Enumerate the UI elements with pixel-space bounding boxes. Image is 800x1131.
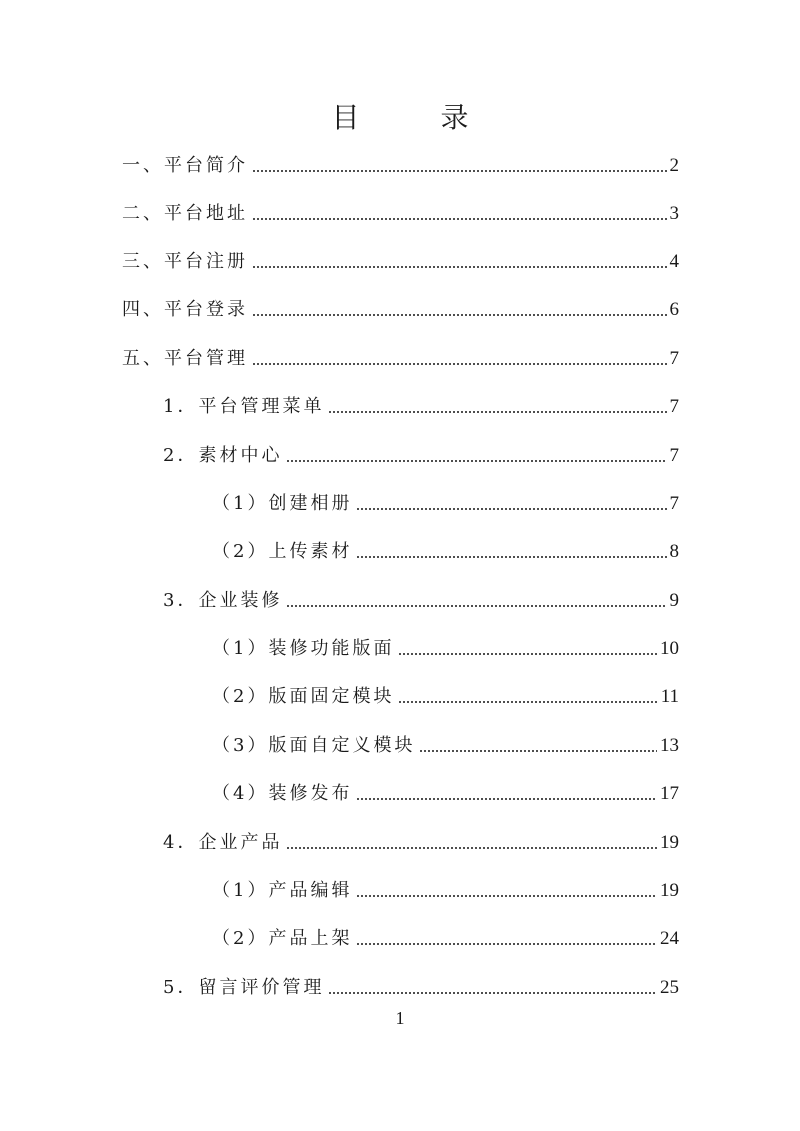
toc-entry-page: 19 [660, 832, 679, 853]
dot-leader [356, 556, 666, 558]
toc-entry[interactable] [122, 246, 679, 278]
toc-entry-label: （2）版面固定模块 [212, 686, 395, 707]
dot-leader [252, 266, 667, 268]
toc-entry[interactable] [212, 488, 679, 520]
toc-entry[interactable] [212, 681, 679, 713]
toc-entry[interactable] [122, 294, 679, 326]
toc-entry[interactable] [163, 972, 679, 1004]
toc-entry-page: 7 [669, 493, 679, 514]
toc-entry-page: 7 [669, 348, 679, 369]
dot-leader [419, 750, 657, 752]
toc-entry-label: 3．企业装修 [163, 590, 283, 611]
toc-entry[interactable] [163, 585, 679, 617]
toc-entry[interactable] [212, 633, 679, 665]
toc-entry-page: 11 [660, 686, 679, 707]
dot-leader [398, 653, 657, 655]
toc-entry-label: 三、平台注册 [122, 251, 248, 272]
toc-entry-label: 五、平台管理 [122, 348, 248, 369]
toc-entry-label: 2．素材中心 [163, 445, 283, 466]
toc-entry[interactable] [122, 150, 679, 182]
toc-entry[interactable] [122, 343, 679, 375]
toc-entry-page: 9 [669, 590, 679, 611]
toc-entry-page: 4 [669, 251, 679, 272]
toc-entry-label: （4）装修发布 [212, 783, 353, 804]
dot-leader [252, 170, 667, 172]
toc-entry-page: 17 [660, 783, 679, 804]
dot-leader [252, 363, 667, 365]
toc-entry-page: 25 [660, 977, 679, 998]
toc-entry-label: 二、平台地址 [122, 203, 248, 224]
dot-leader [328, 411, 666, 413]
toc-entry-label: 1．平台管理菜单 [163, 396, 325, 417]
toc-entry-label: 四、平台登录 [122, 299, 248, 320]
dot-leader [286, 847, 657, 849]
toc-entry[interactable] [212, 536, 679, 568]
toc-entry[interactable] [163, 391, 679, 423]
toc-entry-label: （3）版面自定义模块 [212, 735, 416, 756]
page-title: 目 录 [331, 101, 505, 134]
dot-leader [328, 992, 657, 994]
toc-entry-page: 7 [669, 396, 679, 417]
toc-entry-page: 10 [660, 638, 679, 659]
toc-entry[interactable] [163, 440, 679, 472]
dot-leader [252, 218, 667, 220]
toc-entry-label: （1）产品编辑 [212, 880, 353, 901]
dot-leader [356, 895, 657, 897]
toc-entry-page: 3 [669, 203, 679, 224]
toc-entry-label: （2）上传素材 [212, 541, 353, 562]
dot-leader [286, 605, 666, 607]
toc-entry-page: 24 [660, 928, 679, 949]
toc-entry[interactable] [212, 730, 679, 762]
page-number: 1 [395, 1008, 405, 1028]
toc-entry[interactable] [212, 923, 679, 955]
toc-entry-page: 7 [669, 445, 679, 466]
dot-leader [356, 508, 666, 510]
toc-entry[interactable] [163, 827, 679, 859]
toc-entry-page: 6 [669, 299, 679, 320]
toc-entry-label: （2）产品上架 [212, 928, 353, 949]
toc-entry-page: 13 [660, 735, 679, 756]
toc-entry-label: （1）创建相册 [212, 493, 353, 514]
toc-entry-page: 19 [660, 880, 679, 901]
toc-entry-label: 4．企业产品 [163, 832, 283, 853]
dot-leader [398, 701, 657, 703]
toc-entry[interactable] [212, 778, 679, 810]
toc-entry-page: 2 [669, 155, 679, 176]
dot-leader [252, 314, 667, 316]
dot-leader [286, 460, 666, 462]
toc-entry-page: 8 [669, 541, 679, 562]
toc-entry-label: 一、平台简介 [122, 155, 248, 176]
toc-entry-label: 5．留言评价管理 [163, 977, 325, 998]
dot-leader [356, 943, 657, 945]
toc-entry[interactable] [212, 875, 679, 907]
toc-entry[interactable] [122, 198, 679, 230]
toc-entry-label: （1）装修功能版面 [212, 638, 395, 659]
dot-leader [356, 798, 657, 800]
